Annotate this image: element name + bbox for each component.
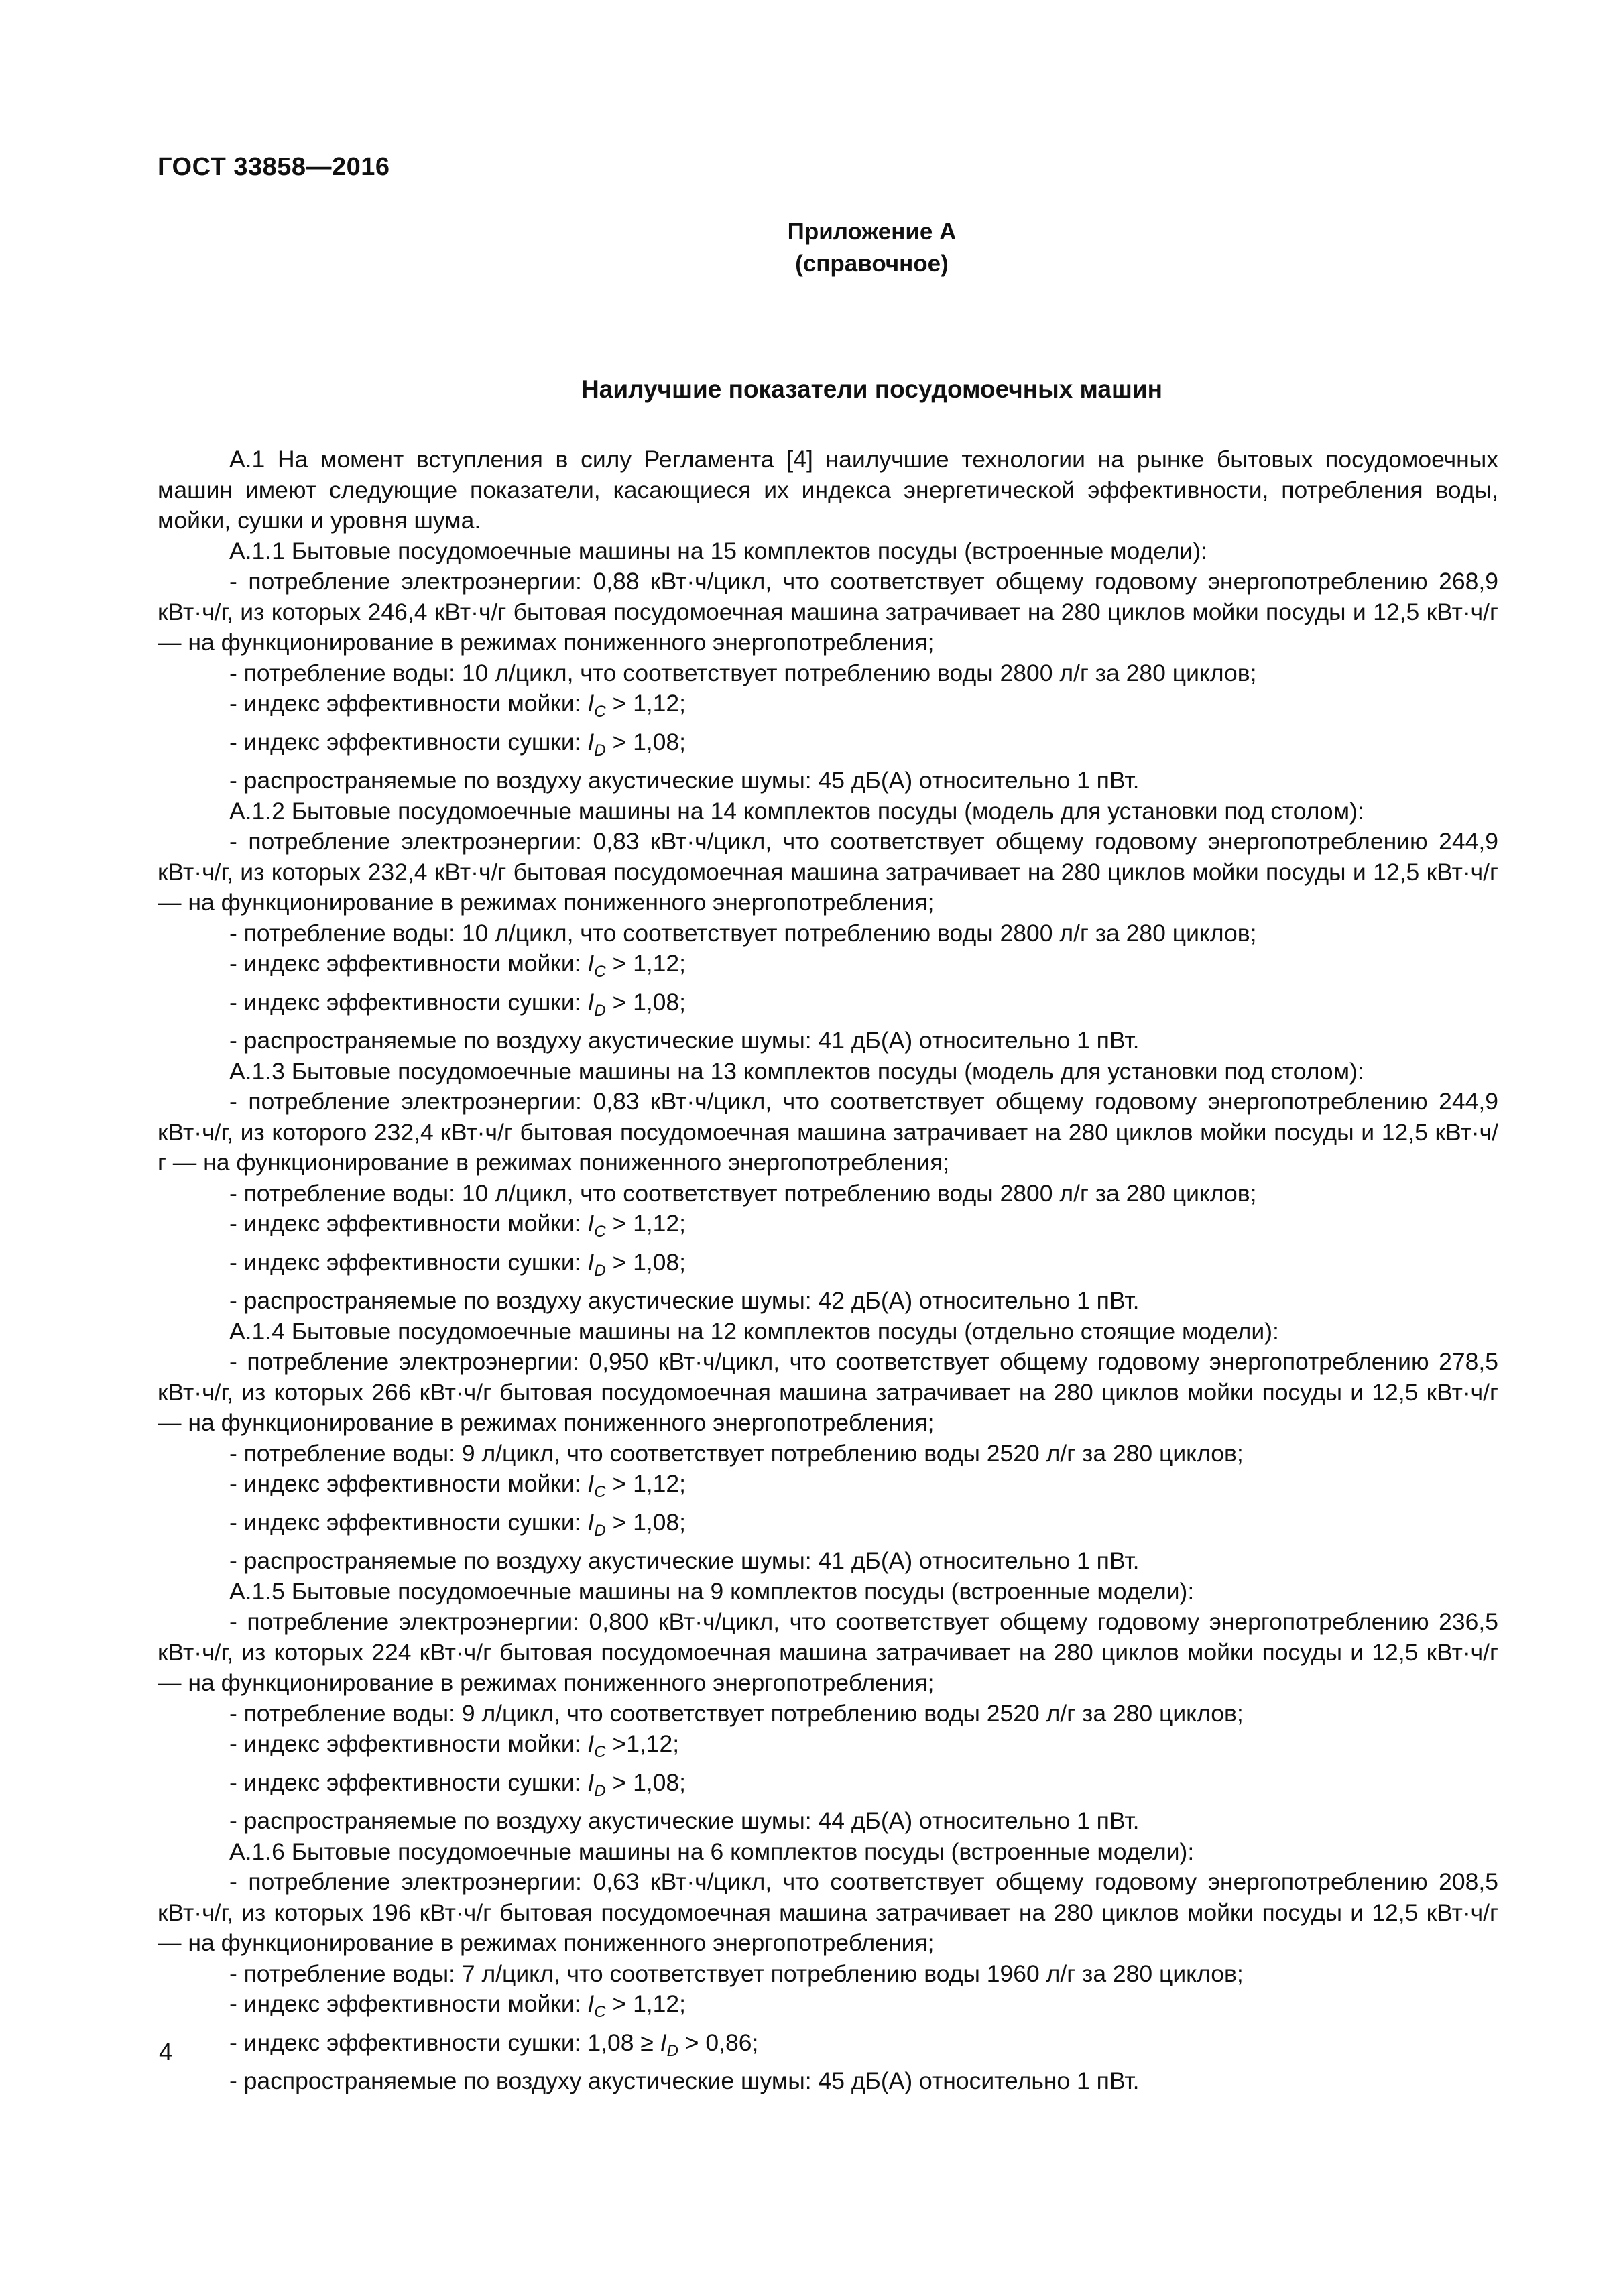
dry-index-item — [158, 1248, 1498, 1286]
section-heading: А.1.5 Бытовые посудомоечные машины на 9 комплектов посуды (встроенные модели): — [229, 1577, 1195, 1605]
dry-prefix: 1,08 ≥ — [587, 2029, 660, 2056]
document-body — [158, 444, 1498, 2097]
dry-value: > 1,08; — [605, 1508, 686, 1536]
dry-symbol: I — [587, 728, 595, 756]
wash-index-item — [158, 1989, 1498, 2028]
energy-item: - потребление электроэнергии: 0,83 кВт·ч/цикл, что соответствует общему годовому энергопотреблению 244,9 кВт·ч/г, из которых 232,4 кВт·ч/г бытовая посудомоечная машина затрачивает на 280 циклов мойки посуды и 12,5 кВт·ч/г — на функционирование в режимах пониженного энергопотребления; — [158, 828, 1498, 916]
wash-index-item — [158, 688, 1498, 727]
sections-container — [158, 536, 1498, 2097]
dry-index-item — [158, 1768, 1498, 1807]
dry-value: > 1,08; — [605, 728, 686, 756]
wash-label: - индекс эффективности мойки: — [229, 1470, 588, 1497]
dry-label: - индекс эффективности сушки: — [229, 1508, 588, 1536]
dry-subscript: D — [594, 1001, 606, 1020]
wash-label: - индекс эффективности мойки: — [229, 950, 588, 977]
section-1 — [158, 536, 1498, 796]
wash-symbol: I — [587, 1210, 595, 1237]
noise-item: - распространяемые по воздуху акустические шумы: 45 дБ(А) относительно 1 пВт. — [229, 767, 1140, 794]
wash-index-item — [158, 949, 1498, 987]
page-number: 4 — [159, 2038, 173, 2065]
wash-value: > 1,12; — [605, 950, 686, 977]
wash-label: - индекс эффективности мойки: — [229, 1990, 588, 2017]
wash-label: - индекс эффективности мойки: — [229, 1730, 588, 1757]
section-6 — [158, 1837, 1498, 2097]
intro-paragraph: А.1 На момент вступления в силу Регламента [4] наилучшие технологии на рынке бытовых посудомоечных машин имеют следующие показатели, касающиеся их индекса энергетической эффективности, потребления воды, мойки, сушки и уровня шума. — [158, 446, 1498, 534]
standard-code: ГОСТ 33858—2016 — [158, 153, 390, 181]
water-item: - потребление воды: 9 л/цикл, что соответствует потреблению воды 2520 л/г за 280 циклов; — [229, 1699, 1244, 1727]
dry-value: > 0,86; — [678, 2029, 759, 2056]
energy-item: - потребление электроэнергии: 0,800 кВт·ч/цикл, что соответствует общему годовому энергопотреблению 236,5 кВт·ч/г, из которых 224 кВт·ч/г бытовая посудомоечная машина затрачивает на 280 циклов мойки посуды и 12,5 кВт·ч/г — на функционирование в режимах пониженного энергопотребления; — [158, 1608, 1498, 1696]
wash-value: > 1,12; — [605, 1990, 686, 2017]
dry-index-item — [158, 2028, 1498, 2067]
dry-subscript: D — [594, 741, 606, 760]
dry-symbol: I — [587, 1768, 595, 1796]
water-item: - потребление воды: 10 л/цикл, что соответствует потреблению воды 2800 л/г за 280 циклов; — [229, 919, 1257, 947]
energy-item: - потребление электроэнергии: 0,63 кВт·ч/цикл, что соответствует общему годовому энергопотреблению 208,5 кВт·ч/г, из которых 196 кВт·ч/г бытовая посудомоечная машина затрачивает на 280 циклов мойки посуды и 12,5 кВт·ч/г — на функционирование в режимах пониженного энергопотребления; — [158, 1868, 1498, 1956]
dry-subscript: D — [594, 1261, 606, 1280]
energy-item: - потребление электроэнергии: 0,83 кВт·ч/цикл, что соответствует общему годовому энергопотреблению 244,9 кВт·ч/г, из которого 232,4 кВт·ч/г бытовая посудомоечная машина затрачивает на 280 циклов мойки посуды и 12,5 кВт·ч/г — на функционирование в режимах пониженного энергопотребления; — [158, 1088, 1498, 1176]
wash-value: >1,12; — [605, 1730, 680, 1757]
wash-symbol: I — [587, 690, 595, 717]
wash-index-item — [158, 1469, 1498, 1508]
wash-label: - индекс эффективности мойки: — [229, 690, 588, 717]
dry-label: - индекс эффективности сушки: — [229, 1248, 588, 1276]
dry-subscript: D — [594, 1781, 606, 1800]
dry-symbol: I — [587, 1508, 595, 1536]
dry-symbol: I — [660, 2029, 667, 2056]
annex-kind: (справочное) — [795, 251, 949, 277]
dry-value: > 1,08; — [605, 1248, 686, 1276]
noise-item: - распространяемые по воздуху акустические шумы: 45 дБ(А) относительно 1 пВт. — [229, 2067, 1140, 2094]
wash-symbol: I — [587, 1730, 595, 1757]
dry-label: - индекс эффективности сушки: — [229, 728, 588, 756]
noise-item: - распространяемые по воздуху акустические шумы: 42 дБ(А) относительно 1 пВт. — [229, 1287, 1140, 1314]
wash-index-item — [158, 1209, 1498, 1248]
dry-symbol: I — [587, 1248, 595, 1276]
dry-value: > 1,08; — [605, 1768, 686, 1796]
section-3 — [158, 1056, 1498, 1317]
wash-subscript: C — [594, 1483, 606, 1501]
wash-value: > 1,12; — [605, 1470, 686, 1497]
water-item: - потребление воды: 7 л/цикл, что соответствует потреблению воды 1960 л/г за 280 циклов; — [229, 1959, 1244, 1987]
section-5 — [158, 1577, 1498, 1837]
dry-index-item — [158, 727, 1498, 766]
section-heading: А.1.4 Бытовые посудомоечные машины на 12 комплектов посуды (отдельно стоящие модели): — [229, 1317, 1279, 1345]
water-item: - потребление воды: 10 л/цикл, что соответствует потреблению воды 2800 л/г за 280 циклов; — [229, 659, 1257, 686]
dry-value: > 1,08; — [605, 988, 686, 1016]
section-heading: А.1.6 Бытовые посудомоечные машины на 6 комплектов посуды (встроенные модели): — [229, 1837, 1195, 1865]
section-heading: А.1.1 Бытовые посудомоечные машины на 15 комплектов посуды (встроенные модели): — [229, 537, 1207, 564]
annex-title: Приложение А — [787, 219, 957, 245]
section-4 — [158, 1317, 1498, 1577]
wash-value: > 1,12; — [605, 1210, 686, 1237]
dry-subscript: D — [666, 2041, 678, 2060]
energy-item: - потребление электроэнергии: 0,88 кВт·ч/цикл, что соответствует общему годовому энергопотреблению 268,9 кВт·ч/г, из которых 246,4 кВт·ч/г бытовая посудомоечная машина затрачивает на 280 циклов мойки посуды и 12,5 кВт·ч/г — на функционирование в режимах пониженного энергопотребления; — [158, 568, 1498, 656]
wash-subscript: C — [594, 1223, 606, 1241]
noise-item: - распространяемые по воздуху акустические шумы: 41 дБ(А) относительно 1 пВт. — [229, 1027, 1140, 1054]
page-title — [0, 375, 1623, 404]
dry-label: - индекс эффективности сушки: — [229, 988, 588, 1016]
dry-index-item — [158, 1508, 1498, 1547]
section-2 — [158, 796, 1498, 1056]
wash-symbol: I — [587, 950, 595, 977]
energy-item: - потребление электроэнергии: 0,950 кВт·ч/цикл, что соответствует общему годовому энергопотреблению 278,5 кВт·ч/г, из которых 266 кВт·ч/г бытовая посудомоечная машина затрачивает на 280 циклов мойки посуды и 12,5 кВт·ч/г — на функционирование в режимах пониженного энергопотребления; — [158, 1348, 1498, 1436]
wash-subscript: C — [594, 1743, 606, 1761]
wash-symbol: I — [587, 1990, 595, 2017]
page-title-text: Наилучшие показатели посудомоечных машин — [581, 375, 1162, 403]
dry-index-item — [158, 987, 1498, 1026]
wash-index-item — [158, 1729, 1498, 1768]
wash-value: > 1,12; — [605, 690, 686, 717]
dry-subscript: D — [594, 1521, 606, 1540]
section-heading: А.1.3 Бытовые посудомоечные машины на 13 комплектов посуды (модель для установки под столом): — [229, 1057, 1364, 1085]
water-item: - потребление воды: 10 л/цикл, что соответствует потреблению воды 2800 л/г за 280 циклов; — [229, 1179, 1257, 1207]
wash-symbol: I — [587, 1470, 595, 1497]
dry-symbol: I — [587, 988, 595, 1016]
wash-subscript: C — [594, 963, 606, 981]
section-heading: А.1.2 Бытовые посудомоечные машины на 14 комплектов посуды (модель для установки под столом): — [229, 797, 1364, 825]
wash-subscript: C — [594, 2003, 606, 2021]
dry-label: - индекс эффективности сушки: — [229, 1768, 588, 1796]
dry-label: - индекс эффективности сушки: — [229, 2029, 588, 2056]
wash-subscript: C — [594, 703, 606, 721]
noise-item: - распространяемые по воздуху акустические шумы: 44 дБ(А) относительно 1 пВт. — [229, 1807, 1140, 1834]
noise-item: - распространяемые по воздуху акустические шумы: 41 дБ(А) относительно 1 пВт. — [229, 1547, 1140, 1574]
annex-heading — [0, 216, 1623, 280]
wash-label: - индекс эффективности мойки: — [229, 1210, 588, 1237]
water-item: - потребление воды: 9 л/цикл, что соответствует потреблению воды 2520 л/г за 280 циклов; — [229, 1439, 1244, 1467]
